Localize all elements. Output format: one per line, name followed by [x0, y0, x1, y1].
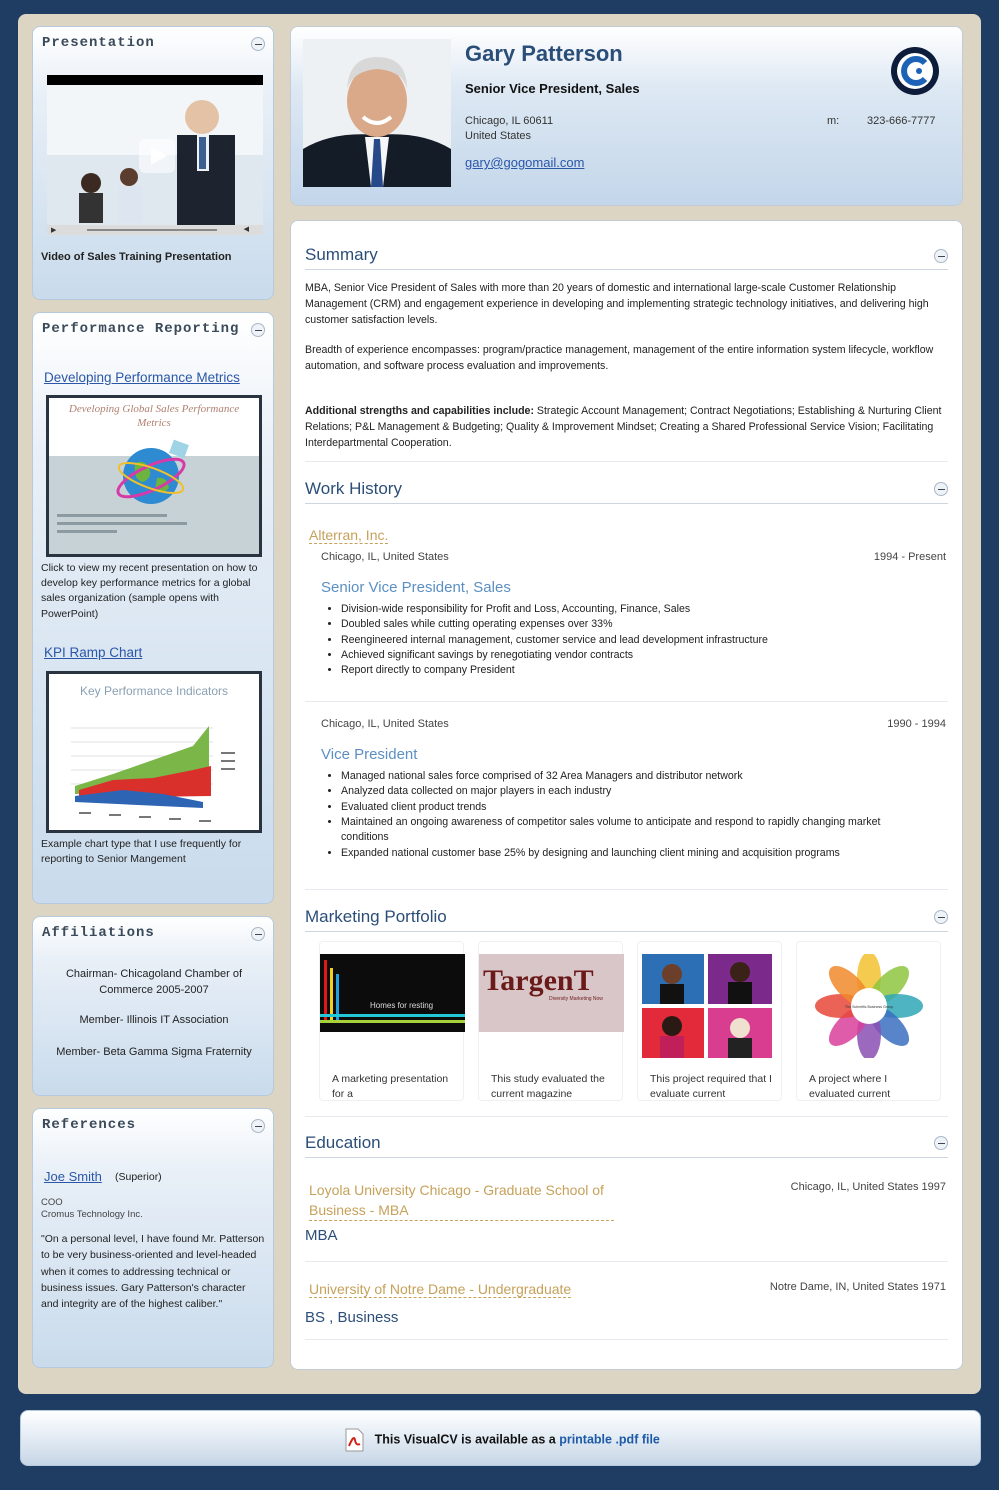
section-divider	[305, 931, 948, 932]
collapse-icon[interactable]	[251, 323, 265, 337]
reference-company: Cromus Technology Inc.	[41, 1209, 143, 1220]
portfolio-item[interactable]	[478, 941, 623, 1101]
list-item: • Expanded national customer base 25% by designing and launching client mining and acquisition programs	[341, 846, 902, 861]
globe-icon	[113, 438, 193, 508]
list-item: • Analyzed data collected on major players in each industry	[341, 784, 902, 799]
performance-title: Performance Reporting	[42, 321, 240, 337]
affiliation-item: Member- Illinois IT Association	[79, 1014, 229, 1026]
portfolio-item[interactable]	[796, 941, 941, 1101]
presentation-slide-thumbnail[interactable]	[46, 395, 262, 557]
list-item: • Report directly to company President	[341, 663, 902, 678]
references-title: References	[42, 1117, 137, 1133]
section-divider	[305, 503, 948, 504]
collapse-icon[interactable]	[251, 927, 265, 941]
collapse-icon[interactable]	[934, 249, 948, 263]
affiliations-title: Affiliations	[42, 925, 155, 941]
portfolio-thumbnail-text: TargenT	[483, 964, 594, 997]
profile-photo	[303, 39, 451, 187]
presentation-box	[32, 26, 274, 300]
collapse-icon[interactable]	[251, 1119, 265, 1133]
performance-box	[32, 312, 274, 904]
video-player[interactable]	[47, 75, 263, 235]
phone-label: m:	[827, 115, 840, 127]
job-role: Vice President	[321, 746, 418, 763]
job-role: Senior Vice President, Sales	[321, 579, 511, 596]
profile-city: Chicago, IL 60611	[465, 115, 554, 127]
strengths-label: Additional strengths and capabilities include:	[305, 405, 534, 417]
reference-role: COO	[41, 1197, 63, 1208]
job-location: Chicago, IL, United States	[321, 551, 449, 563]
portfolio-item[interactable]	[637, 941, 782, 1101]
list-item: • Doubled sales while cutting operating expenses over 33%	[341, 617, 902, 632]
summary-paragraph: Breadth of experience encompasses: program/practice management, management of the entire information system lifecycle, workflow automation, and software process evaluation and improvements.	[305, 344, 934, 372]
performance-metrics-link[interactable]: Developing Performance Metrics	[44, 370, 240, 385]
video-caption: Video of Sales Training Presentation	[41, 251, 232, 263]
portfolio-thumbnail	[638, 954, 783, 1058]
footer-bar	[20, 1410, 981, 1466]
list-item: • Evaluated client product trends	[341, 800, 902, 815]
collapse-icon[interactable]	[251, 37, 265, 51]
footer-content	[21, 1428, 982, 1452]
kpi-chart-thumbnail[interactable]	[46, 671, 262, 833]
portfolio-caption: A marketing presentation for a	[332, 1073, 449, 1100]
list-item: • Division-wide responsibility for Profit and Loss, Accounting, Finance, Sales	[341, 602, 902, 617]
section-divider	[305, 1157, 948, 1158]
pdf-icon	[343, 1428, 365, 1452]
video-progress[interactable]	[87, 229, 217, 231]
portfolio-thumbnail	[479, 954, 624, 1032]
portfolio-caption: A project where I evaluated current	[809, 1073, 891, 1100]
kpi-chart-title: Key Performance Indicators	[79, 684, 229, 698]
list-item: • Maintained an ongoing awareness of competitor sales volume to anticipate and respond to rapidly changing market conditions	[341, 815, 902, 846]
work-history-title: Work History	[305, 479, 402, 498]
video-controls[interactable]	[47, 225, 263, 235]
profile-phone: 323-666-7777	[867, 115, 936, 127]
company-name-link[interactable]: Alterran, Inc.	[309, 527, 389, 543]
reference-quote: "On a personal level, I have found Mr. Patterson to be very business-oriented and level-headed when it comes to addressing technical or business issues. Gary Patterson's character and integrity are of the highest caliber."	[41, 1233, 265, 1311]
affiliation-item: Chairman- Chicagoland Chamber of Commerce 2005-2007	[65, 968, 243, 996]
performance-description: Click to view my recent presentation on how to develop key performance metrics for a global sales organization (sample opens with PowerPoint)	[41, 562, 258, 620]
volume-icon[interactable]: ◀	[243, 226, 249, 233]
profile-country: United States	[465, 130, 532, 142]
portfolio-thumbnail-text: The Scientific Business Group	[844, 1005, 894, 1009]
job-bullets	[341, 602, 902, 679]
reference-relation: (Superior)	[115, 1171, 162, 1183]
kpi-ramp-chart-link[interactable]: KPI Ramp Chart	[44, 645, 143, 660]
footer-text: This VisualCV is available as a	[374, 1432, 556, 1447]
portfolio-caption: This project required that I evaluate current	[650, 1073, 772, 1100]
slide-title: Developing Global Sales Performance Metrics	[68, 403, 240, 430]
portfolio-item[interactable]	[319, 941, 464, 1101]
portfolio-thumbnail-subtext: Diversity Marketing Now	[549, 996, 603, 1002]
school-name-link[interactable]: Loyola University Chicago - Graduate School of Business - MBA	[309, 1181, 614, 1221]
school-location: Chicago, IL, United States 1997	[790, 1181, 946, 1193]
summary-strengths	[305, 404, 944, 452]
profile-email-link[interactable]: gary@gogomail.com	[465, 155, 585, 170]
job-dates: 1990 - 1994	[887, 718, 946, 730]
collapse-icon[interactable]	[934, 482, 948, 496]
affiliation-item: Member- Beta Gamma Sigma Fraternity	[56, 1046, 252, 1058]
visualcv-logo-icon[interactable]	[889, 45, 941, 97]
area-chart-graphic	[53, 708, 253, 828]
collapse-icon[interactable]	[934, 910, 948, 924]
kpi-description: Example chart type that I use frequently for reporting to Senior Mangement	[41, 838, 242, 866]
degree: BS , Business	[305, 1309, 399, 1326]
portfolio-caption: This study evaluated the current magazine	[491, 1073, 605, 1100]
affiliations-box	[32, 916, 274, 1096]
collapse-icon[interactable]	[934, 1136, 948, 1150]
cv-content	[290, 220, 963, 1370]
play-icon[interactable]: ▶	[51, 227, 57, 234]
job-location: Chicago, IL, United States	[321, 718, 449, 730]
summary-paragraph: MBA, Senior Vice President of Sales with more than 20 years of domestic and international large-scale Customer Relationship Management (CRM) and engagement experience in developing and implementing strategic technology initiatives, and delivering high customer satisfaction levels.	[305, 282, 929, 326]
job-bullets	[341, 769, 902, 861]
list-item: • Reengineered internal management, customer service and lead development infrastructure	[341, 633, 902, 648]
portfolio-thumbnail	[797, 954, 942, 1058]
portfolio-thumbnail	[320, 954, 465, 1032]
profile-title: Senior Vice President, Sales	[465, 81, 640, 96]
summary-title: Summary	[305, 245, 378, 264]
school-name-link[interactable]: University of Notre Dame - Undergraduate	[309, 1281, 572, 1297]
portfolio-title: Marketing Portfolio	[305, 907, 447, 926]
list-item: • Achieved significant savings by renegotiating vendor contracts	[341, 648, 902, 663]
profile-name: Gary Patterson	[465, 41, 623, 66]
video-thumbnail	[47, 85, 263, 229]
reference-name-link[interactable]: Joe Smith	[44, 1169, 102, 1184]
pdf-download-link[interactable]: printable .pdf file	[559, 1432, 660, 1447]
section-divider	[305, 269, 948, 270]
education-title: Education	[305, 1133, 381, 1152]
portfolio-thumbnail-text: Homes for resting	[370, 1001, 434, 1010]
strengths-text: Strategic Account Management; Contract Negotiations; Establishing & Nurturing Client Relations; P&L Management & Budgeting; Quality & Improvement Mindset; Creating a Shared Professional Service Vision; Facilitating Interdepartmental Cooperation.	[305, 405, 942, 449]
presentation-title: Presentation	[42, 35, 155, 51]
references-box	[32, 1108, 274, 1368]
job-dates: 1994 - Present	[873, 551, 946, 563]
profile-header	[290, 26, 963, 206]
school-location: Notre Dame, IN, United States 1971	[769, 1281, 946, 1293]
degree: MBA	[305, 1227, 338, 1244]
list-item: • Managed national sales force comprised of 32 Area Managers and distributor network	[341, 769, 902, 784]
